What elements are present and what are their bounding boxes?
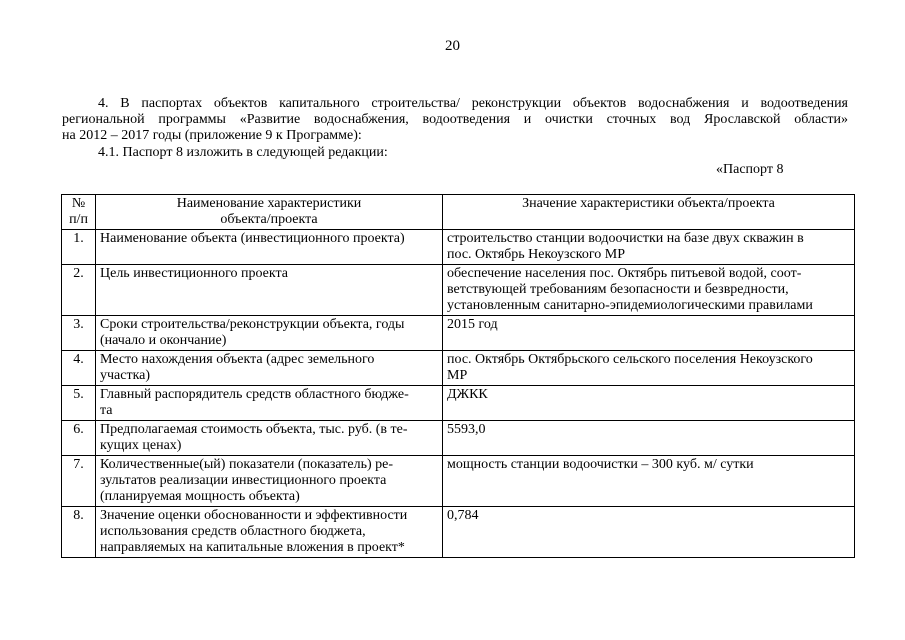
row-name: Значение оценки обоснованности и эффективности использования средств областного бюджета, направляемых на капитальные вложения в проект* — [96, 507, 443, 558]
passport-label: «Паспорт 8 — [716, 162, 784, 177]
table-row — [62, 386, 855, 421]
row-name: Количественные(ый) показатели (показатель) ре- зультатов реализации инвестиционного проекта (планируемая мощность объекта) — [96, 456, 443, 507]
row-num: 1. — [62, 230, 96, 265]
row-value: ДЖКК — [443, 386, 855, 421]
passport-table — [61, 194, 855, 558]
table-header-row — [62, 195, 855, 230]
row-num: 6. — [62, 421, 96, 456]
row-num: 3. — [62, 316, 96, 351]
row-num: 8. — [62, 507, 96, 558]
intro-paragraph — [62, 96, 848, 144]
instruction-paragraph: 4.1. Паспорт 8 изложить в следующей редакции: — [98, 145, 388, 160]
row-num: 5. — [62, 386, 96, 421]
row-value: 5593,0 — [443, 421, 855, 456]
row-name: Сроки строительства/реконструкции объекта, годы (начало и окончание) — [96, 316, 443, 351]
intro-line-3: на 2012 – 2017 годы (приложение 9 к Программе): — [62, 128, 362, 143]
row-value: мощность станции водоочистки – 300 куб. м/ сутки — [443, 456, 855, 507]
table-row — [62, 456, 855, 507]
row-num: 4. — [62, 351, 96, 386]
row-name: Предполагаемая стоимость объекта, тыс. руб. (в те- кущих ценах) — [96, 421, 443, 456]
row-value: пос. Октябрь Октябрьского сельского поселения Некоузского МР — [443, 351, 855, 386]
row-num: 7. — [62, 456, 96, 507]
row-value: строительство станции водоочистки на базе двух скважин в пос. Октябрь Некоузского МР — [443, 230, 855, 265]
header-name: Наименование характеристики объекта/проекта — [96, 195, 443, 230]
row-name: Цель инвестиционного проекта — [96, 265, 443, 316]
row-name: Наименование объекта (инвестиционного проекта) — [96, 230, 443, 265]
header-value: Значение характеристики объекта/проекта — [443, 195, 855, 230]
intro-line-1: 4. В паспортах объектов капитального строительства/ реконструкции объектов водоснабжения и водоотведения — [98, 96, 848, 111]
row-value: 2015 год — [443, 316, 855, 351]
table-row — [62, 230, 855, 265]
table-row — [62, 421, 855, 456]
header-num: № п/п — [62, 195, 96, 230]
row-value: обеспечение населения пос. Октябрь питьевой водой, соот- ветствующей требованиям безопасности и безвредности, установленным санитарно-эпидемиологическими правилами — [443, 265, 855, 316]
row-name: Главный распорядитель средств областного бюдже- та — [96, 386, 443, 421]
row-num: 2. — [62, 265, 96, 316]
row-name: Место нахождения объекта (адрес земельного участка) — [96, 351, 443, 386]
page-number: 20 — [445, 38, 460, 54]
intro-line-2: региональной программы «Развитие водоснабжения, водоотведения и очистки сточных вод Ярославской области» — [62, 112, 848, 127]
table-row — [62, 265, 855, 316]
table-row — [62, 351, 855, 386]
row-value: 0,784 — [443, 507, 855, 558]
table-row — [62, 316, 855, 351]
table-row — [62, 507, 855, 558]
